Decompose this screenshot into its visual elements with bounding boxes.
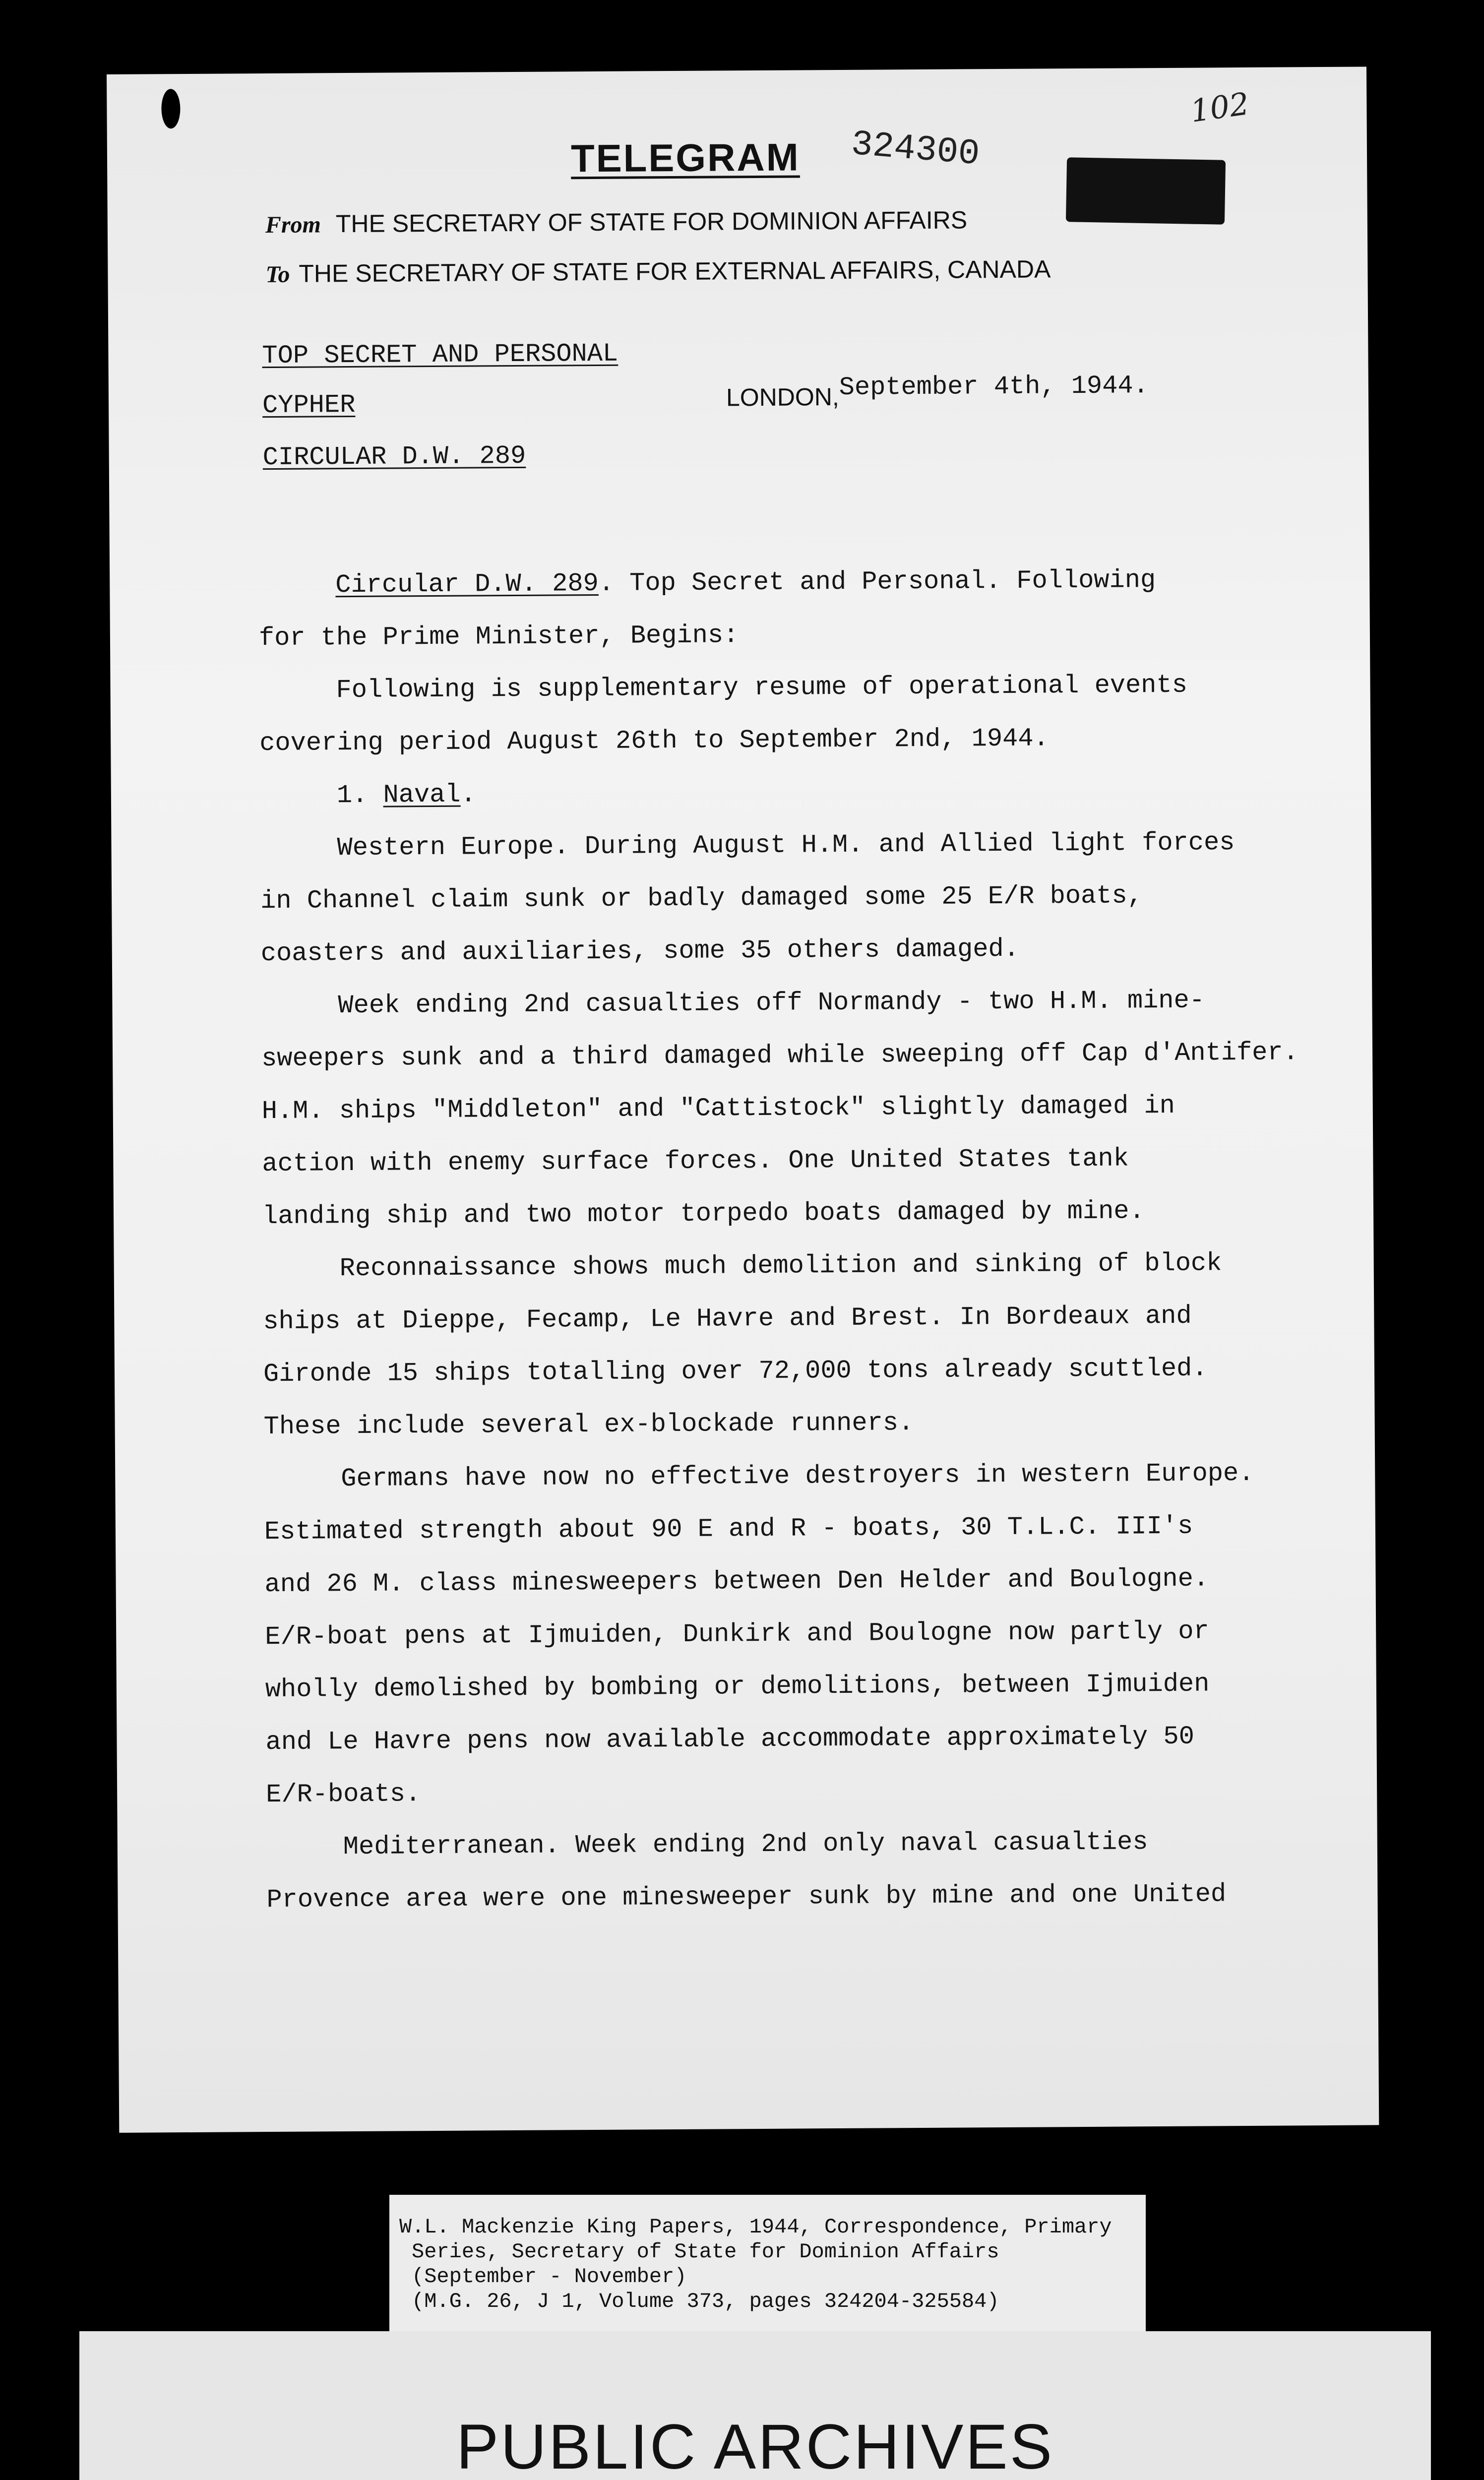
body-line: landing ship and two motor torpedo boats damaged by mine. <box>262 1196 1145 1232</box>
body-line: H.M. ships "Middleton" and "Cattistock" slightly damaged in <box>261 1091 1175 1126</box>
telegram-title: TELEGRAM <box>570 135 800 181</box>
citation-line: (September - November) <box>412 2265 687 2289</box>
body-text: . Top Secret and Personal. Following <box>598 565 1156 598</box>
circular-ref: Circular D.W. 289 <box>335 568 599 600</box>
body-line: Western Europe. During August H.M. and Allied light forces <box>337 828 1235 863</box>
body-line: Provence area were one minesweeper sunk by mine and one United <box>266 1879 1227 1915</box>
body-line: Estimated strength about 90 E and R - boats, 30 T.L.C. III's <box>264 1511 1193 1547</box>
citation-label <box>389 2195 1146 2341</box>
classification-cypher: CYPHER <box>262 390 356 421</box>
body-line: ships at Dieppe, Fecamp, Le Havre and Brest. In Bordeaux and <box>263 1301 1192 1337</box>
classification-top-secret: TOP SECRET AND PERSONAL <box>262 339 618 371</box>
citation-line: (M.G. 26, J 1, Volume 373, pages 324204-325584) <box>412 2290 999 2313</box>
place: LONDON, <box>726 382 839 412</box>
to-label: To <box>265 261 290 288</box>
telegram-body <box>258 553 1388 1926</box>
telegram-sheet <box>107 66 1379 2132</box>
place-date <box>726 371 1149 414</box>
body-line: Germans have now no effective destroyers in western Europe. <box>341 1458 1254 1494</box>
body-line: and 26 M. class minesweepers between Den Helder and Boulogne. <box>264 1564 1209 1600</box>
body-line: Gironde 15 ships totalling over 72,000 tons already scuttled. <box>263 1354 1208 1389</box>
stamp-number: 324300 <box>850 124 982 175</box>
body-line: sweepers sunk and a third damaged while sweeping off Cap d'Antifer. <box>261 1038 1299 1074</box>
body-line: Reconnaissance shows much demolition and sinking of block <box>339 1248 1222 1284</box>
section-heading <box>260 763 1381 822</box>
from-label: From <box>265 211 321 239</box>
body-line: and Le Havre pens now available accommodate approximately 50 <box>265 1722 1195 1757</box>
body-line: covering period August 26th to September 2nd, 1944. <box>259 724 1049 758</box>
archives-card <box>79 2331 1431 2480</box>
to-line <box>265 254 1051 288</box>
classification-circular: CIRCULAR D.W. 289 <box>262 441 526 473</box>
archives-line-english: PUBLIC ARCHIVES <box>456 2412 1054 2480</box>
body-line: for the Prime Minister, Begins: <box>258 620 739 653</box>
from-line <box>265 205 968 239</box>
punch-hole <box>161 89 180 128</box>
body-line <box>258 553 1380 612</box>
section-title: Naval <box>383 780 461 810</box>
body-line: E/R-boat pens at Ijmuiden, Dunkirk and Boulogne now partly or <box>265 1616 1209 1652</box>
to-value: THE SECRETARY OF STATE FOR EXTERNAL AFFAIRS, CANADA <box>299 255 1051 288</box>
body-line: These include several ex-blockade runners. <box>263 1408 914 1442</box>
redaction-block <box>1066 157 1226 225</box>
body-line: wholly demolished by bombing or demolitions, between Ijmuiden <box>265 1669 1210 1705</box>
body-line: E/R-boats. <box>266 1779 421 1810</box>
body-line: Following is supplementary resume of operational events <box>336 670 1188 705</box>
section-number: 1. <box>336 780 383 810</box>
body-line: Week ending 2nd casualties off Normandy - two H.M. mine- <box>338 986 1205 1021</box>
citation-line: Series, Secretary of State for Dominion Affairs <box>412 2240 999 2264</box>
from-value: THE SECRETARY OF STATE FOR DOMINION AFFAIRS <box>335 206 968 238</box>
body-line: coasters and auxiliaries, some 35 others damaged. <box>260 934 1020 969</box>
body-line: Mediterranean. Week ending 2nd only naval casualties <box>343 1827 1148 1862</box>
body-line: in Channel claim sunk or badly damaged some 25 E/R boats, <box>260 881 1143 916</box>
body-text: . <box>460 780 476 809</box>
page-number: 102 <box>1188 85 1251 129</box>
date: September 4th, 1944. <box>839 371 1149 402</box>
citation-line: W.L. Mackenzie King Papers, 1944, Correspondence, Primary <box>399 2215 1112 2239</box>
body-line: action with enemy surface forces. One United States tank <box>262 1144 1129 1179</box>
